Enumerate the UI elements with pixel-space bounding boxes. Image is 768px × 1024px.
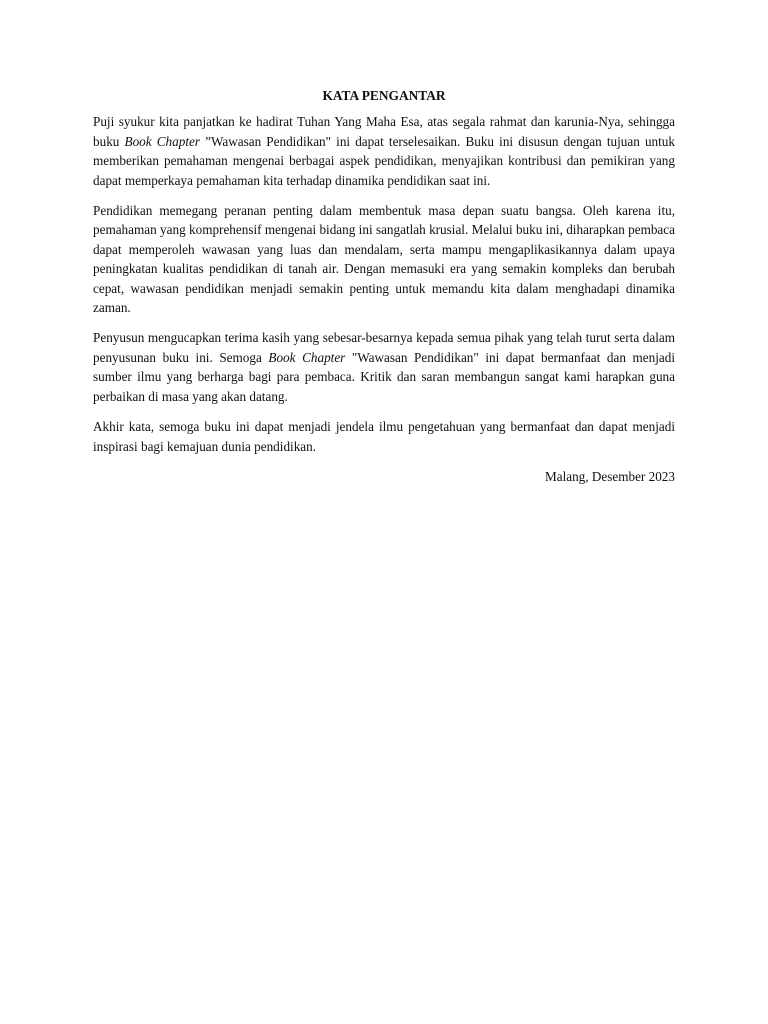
signoff-place-date: Malang, Desember 2023 — [544, 468, 675, 484]
page-title: KATA PENGANTAR — [322, 88, 446, 103]
paragraph-text: Penyusun mengucapkan terima kasih yang sebesar-besarnya kepada semua pihak yang telah turut serta dalam penyusunan buku ini. Semoga — [93, 330, 675, 365]
paragraph-text: ”Wawasan Pendidikan" ini dapat terselesaikan. Buku ini disusun dengan tujuan untuk memberikan pemahaman mengenai berbagai aspek pendidikan, menyajikan kontribusi dan pemikiran yang dapat memperkaya pemahaman kita terhadap dinamika pendidikan saat ini. — [93, 133, 675, 188]
paragraph-text: "Wawasan Pendidikan" ini dapat bermanfaat dan menjadi sumber ilmu yang berharga bagi para pembaca. Kritik dan saran membangun sangat kami harapkan guna perbaikan di masa yang akan datang. — [93, 349, 675, 404]
paragraph-text: Puji syukur kita panjatkan ke hadirat Tuhan Yang Maha Esa, atas segala rahmat dan karunia-Nya, sehingga buku — [93, 114, 675, 149]
paragraph-3 — [93, 328, 675, 406]
paragraph-1 — [93, 112, 675, 190]
paragraph-text: Pendidikan memegang peranan penting dalam membentuk masa depan suatu bangsa. Oleh karena itu, pemahaman yang komprehensif mengenai bidang ini sangatlah krusial. Melalui buku ini, diharapkan pembaca dapat memperoleh wawasan yang luas dan mendalam, serta mampu mengaplikasikannya dalam upaya peningkatan kualitas pendidikan di tanah air. Dengan memasuki era yang semakin kompleks dan berubah cepat, wawasan pendidikan menjadi semakin penting untuk memandu kita dalam menghadapi dinamika zaman. — [93, 203, 675, 316]
italic-book-chapter: Book Chapter — [268, 349, 346, 365]
document-page — [93, 86, 675, 486]
paragraph-2 — [93, 201, 675, 317]
paragraph-4 — [93, 417, 675, 456]
italic-book-chapter: Book Chapter — [124, 133, 200, 149]
paragraph-text: Akhir kata, semoga buku ini dapat menjadi jendela ilmu pengetahuan yang bermanfaat dan dapat menjadi inspirasi bagi kemajuan dunia pendidikan. — [93, 419, 675, 454]
